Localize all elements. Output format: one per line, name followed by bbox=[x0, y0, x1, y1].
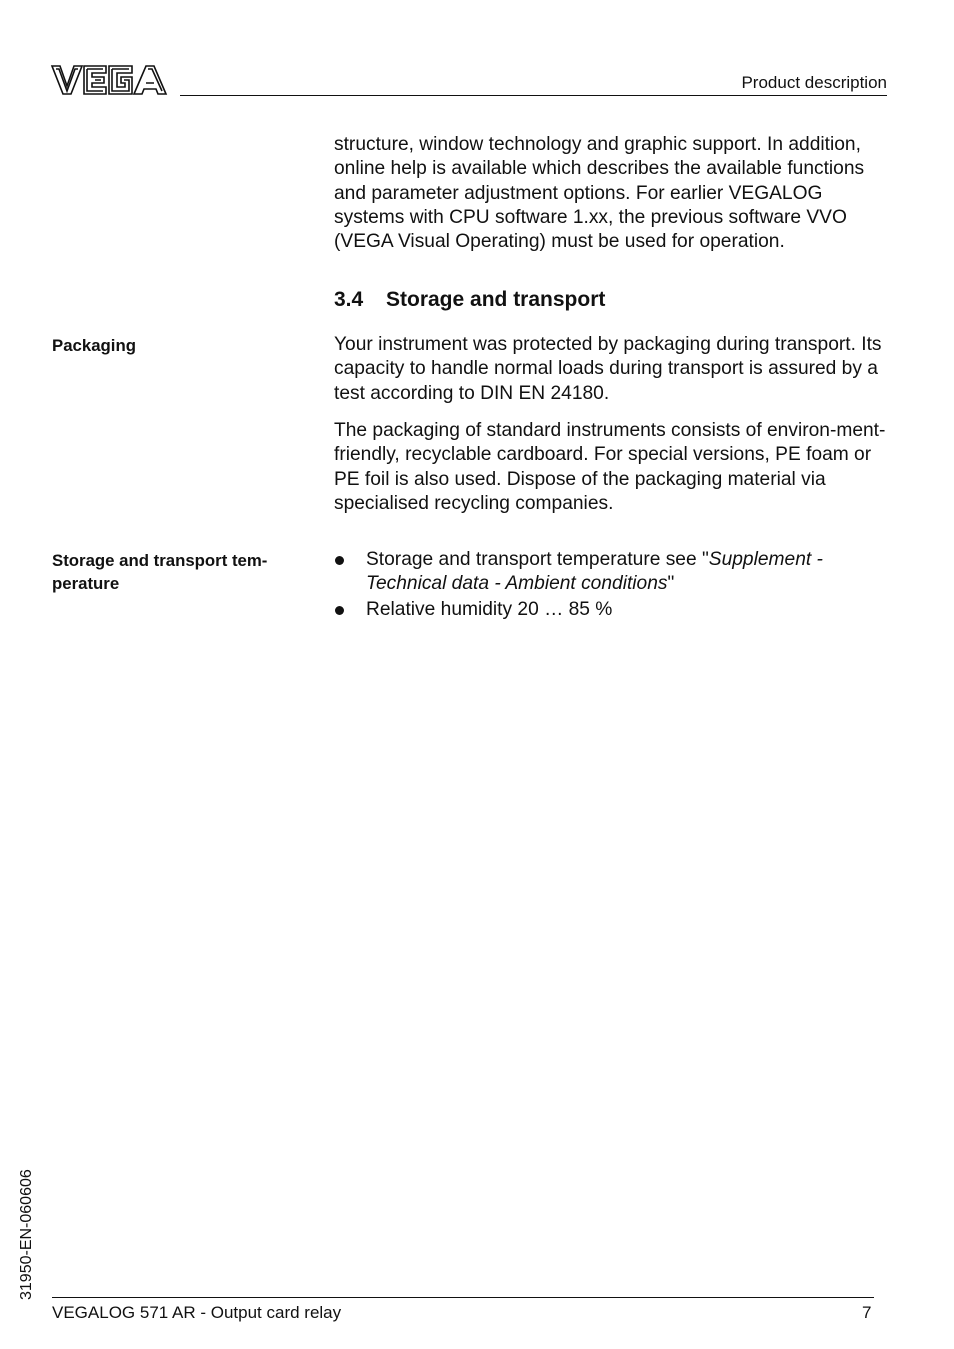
bullet-1-suffix: " bbox=[667, 573, 675, 595]
bullet-2-text: Relative humidity 20 … 85 % bbox=[366, 598, 613, 620]
packaging-text-1: Your instrument was protected by packaging during transport. Its capacity to handle normal loads during transport is assured by a test according to DIN EN 24180. bbox=[334, 334, 882, 404]
footer-rule bbox=[52, 1297, 874, 1298]
storage-label-line-1: Storage and transport tem- bbox=[52, 551, 268, 570]
list-item bbox=[334, 598, 890, 622]
footer-title: VEGALOG 571 AR - Output card relay bbox=[52, 1303, 342, 1322]
packaging-label: Packaging bbox=[52, 336, 136, 355]
document-id: 31950-EN-060606 bbox=[18, 1169, 35, 1300]
storage-bullet-list bbox=[334, 548, 890, 623]
section-number: 3.4 bbox=[334, 288, 364, 311]
bullet-1-prefix: Storage and transport temperature see " bbox=[366, 549, 709, 570]
bullet-icon bbox=[335, 606, 344, 615]
intro-text: structure, window technology and graphic support. In addition, online help is available which describes the available functions and parameter adjustment options. For earlier VEGALOG systems with CPU software 1.xx, the previous software VVO (VEGA Visual Operating) must be used for operation. bbox=[334, 134, 865, 253]
storage-label-line-2: perature bbox=[52, 573, 120, 593]
intro-paragraph bbox=[334, 133, 890, 254]
packaging-paragraph-2 bbox=[334, 419, 890, 516]
header-section-title: Product description bbox=[741, 73, 887, 92]
vega-logo bbox=[50, 62, 168, 98]
bullet-icon bbox=[335, 556, 344, 565]
storage-label bbox=[52, 550, 302, 595]
page-number: 7 bbox=[862, 1303, 872, 1322]
packaging-text-2: The packaging of standard instruments consists of environ-ment-friendly, recyclable cardboard. For special versions, PE foam or PE foil is also used. Dispose of the packaging material via specialised recycling companies. bbox=[334, 420, 886, 514]
bullet-1-reference: Supplement - Technical data - Ambient conditions bbox=[366, 549, 823, 595]
section-heading bbox=[334, 288, 605, 312]
list-item bbox=[334, 548, 890, 597]
section-title: Storage and transport bbox=[386, 288, 606, 311]
header-rule bbox=[180, 95, 887, 96]
packaging-paragraph-1 bbox=[334, 333, 890, 406]
